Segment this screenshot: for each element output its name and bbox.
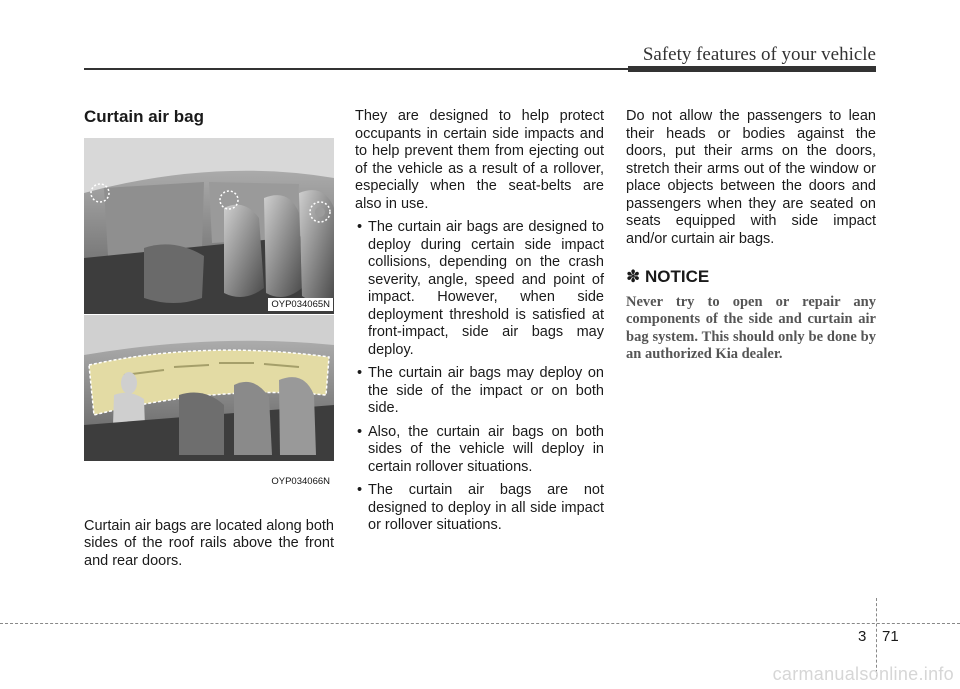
list-item: • The curtain air bags may deploy on the side of the impact or on both side. xyxy=(357,365,604,416)
notice-title: NOTICE xyxy=(644,267,710,286)
bullet-dot: • xyxy=(357,423,363,440)
figure-code: OYP034065N xyxy=(268,298,333,311)
notice-heading xyxy=(626,268,876,286)
notice-text: Never try to open or repair any components of the side and curtain air bag system. This should only be done by an authorized Kia dealer. xyxy=(626,293,876,362)
notice-icon: ✽ xyxy=(626,267,641,286)
section-title: Curtain air bag xyxy=(84,107,204,126)
figure-code: OYP034066N xyxy=(268,475,333,488)
car-interior-deployed-illustration xyxy=(84,315,334,461)
body-paragraph: They are designed to help protect occupants in certain side impacts and to help prevent them from ejecting out of the vehicle as a result of a rollover, especially when the seat-belts are also in use. xyxy=(355,108,604,212)
bullet-list xyxy=(355,219,604,535)
list-item: • The curtain air bags are not designed to deploy in all side impact or rollover situations. xyxy=(357,482,604,533)
figure-curtain-airbag-location xyxy=(84,138,334,314)
column-2 xyxy=(355,108,604,541)
list-item: • The curtain air bags are designed to deploy during certain side impact collisions, depending on the crash severity, angle, speed and point of impact. However, when side deployment threshold is satisfied at front-impact, side air bags may deploy. xyxy=(357,219,604,358)
running-header: Safety features of your vehicle xyxy=(642,44,876,65)
car-interior-illustration xyxy=(84,138,334,314)
page-number: 71 xyxy=(882,628,899,645)
figure-curtain-airbag-deployed xyxy=(84,315,334,491)
header-rule-accent xyxy=(628,66,876,72)
bullet-dot: • xyxy=(357,365,363,381)
bullet-dot: • xyxy=(357,482,363,498)
list-item: • Also, the curtain air bags on both sides of the vehicle will deploy in certain rollover situations. xyxy=(357,423,604,475)
bullet-dot: • xyxy=(357,219,363,235)
chapter-number: 3 xyxy=(858,628,867,645)
footer-rule xyxy=(0,623,960,624)
column-1 xyxy=(84,108,334,576)
body-paragraph: Curtain air bags are located along both sides of the roof rails above the front and rear doors. xyxy=(84,517,334,569)
watermark: carmanualsonline.info xyxy=(772,664,954,684)
column-3 xyxy=(626,108,876,364)
body-paragraph: Do not allow the passengers to lean their heads or bodies against the doors, put their arms on the doors, stretch their arms out of the window or place objects between the doors and passengers when they are seated on seats equipped with side impact and/or curtain air bags. xyxy=(626,108,876,247)
